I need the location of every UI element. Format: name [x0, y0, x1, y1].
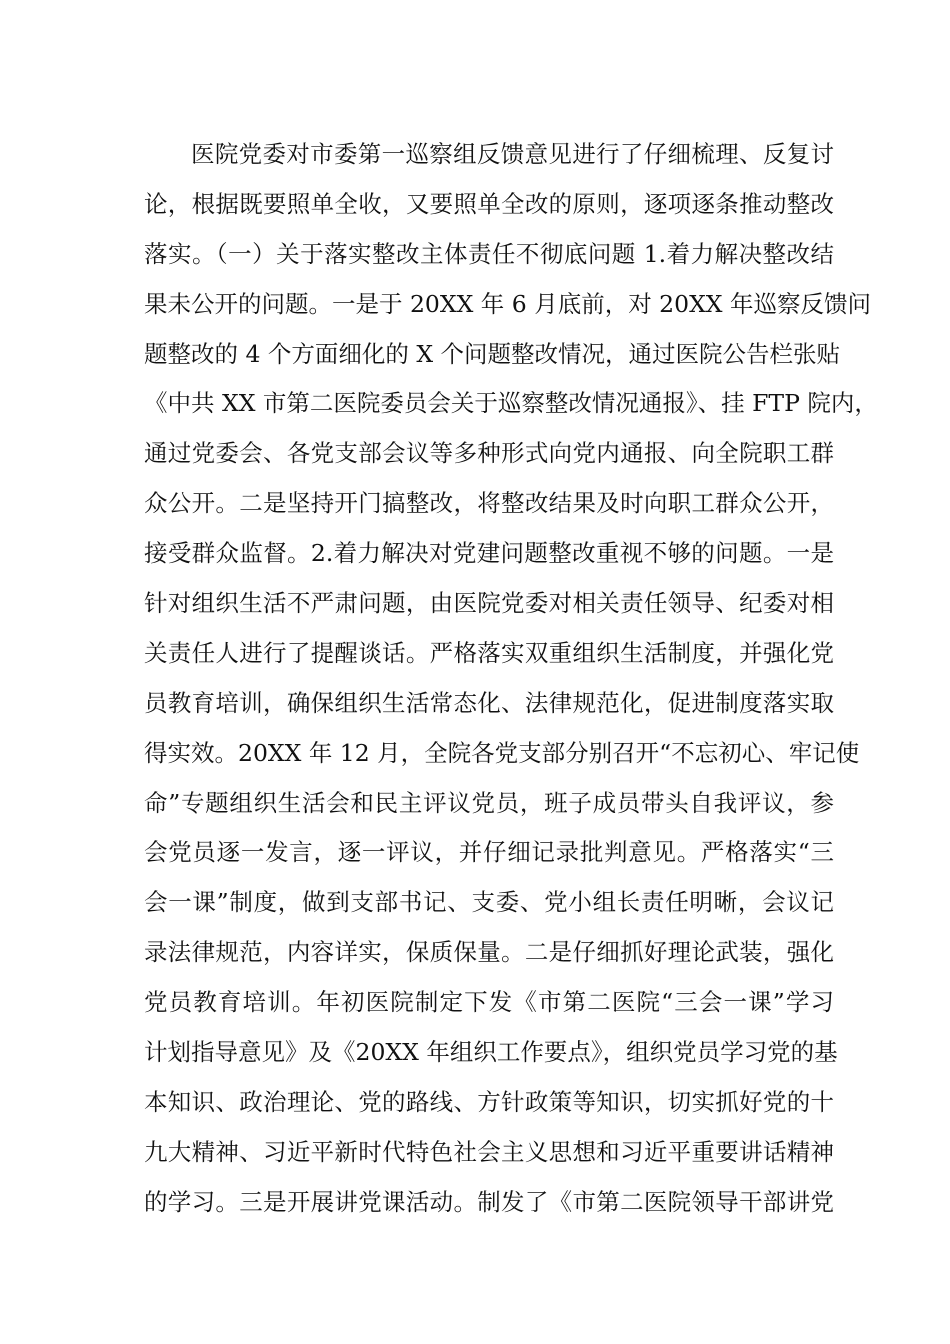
text-line: 通过党委会、各党支部会议等多种形式向党内通报、向全院职工群 [144, 439, 834, 468]
text-line: 众公开。二是坚持开门搞整改，将整改结果及时向职工群众公开， [144, 489, 834, 518]
text-line: 的学习。三是开展讲党课活动。制发了《市第二医院领导干部讲党 [144, 1187, 834, 1216]
text-line: 党员教育培训。年初医院制定下发《市第二医院“三会一课”学习 [144, 988, 834, 1017]
text-line: 《中共 XX 市第二医院委员会关于巡察整改情况通报》、挂 FTP 院内， [144, 389, 878, 418]
body-paragraph [144, 130, 878, 1228]
text-line: 计划指导意见》及《20XX 年组织工作要点》，组织党员学习党的基 [144, 1038, 838, 1067]
text-line: 果未公开的问题。一是于 20XX 年 6 月底前，对 20XX 年巡察反馈问 [144, 289, 871, 318]
text-line: 接受群众监督。2.着力解决对党建问题整改重视不够的问题。一是 [144, 539, 834, 568]
text-line: 关责任人进行了提醒谈话。严格落实双重组织生活制度，并强化党 [144, 638, 834, 667]
text-line: 员教育培训，确保组织生活常态化、法律规范化，促进制度落实取 [144, 688, 834, 717]
text-line: 会党员逐一发言，逐一评议，并仔细记录批判意见。严格落实“三 [144, 838, 834, 867]
text-line: 针对组织生活不严肃问题，由医院党委对相关责任领导、纪委对相 [144, 589, 834, 618]
text-line: 会一课”制度，做到支部书记、支委、党小组长责任明晰，会议记 [144, 888, 834, 917]
text-line: 得实效。20XX 年 12 月，全院各党支部分别召开“不忘初心、牢记使 [144, 738, 860, 767]
text-line: 录法律规范，内容详实，保质保量。二是仔细抓好理论武装，强化 [144, 938, 834, 967]
text-line: 题整改的 4 个方面细化的 X 个问题整改情况，通过医院公告栏张贴 [144, 339, 841, 368]
text-line: 本知识、政治理论、党的路线、方针政策等知识，切实抓好党的十 [144, 1087, 834, 1116]
text-line: 论，根据既要照单全收，又要照单全改的原则，逐项逐条推动整改 [144, 189, 834, 218]
text-line: 落实。（一）关于落实整改主体责任不彻底问题 1.着力解决整改结 [144, 239, 834, 268]
text-line: 九大精神、习近平新时代特色社会主义思想和习近平重要讲话精神 [144, 1137, 834, 1166]
text-line: 命”专题组织生活会和民主评议党员，班子成员带头自我评议，参 [144, 788, 834, 817]
text-line: 医院党委对市委第一巡察组反馈意见进行了仔细梳理、反复讨 [191, 140, 834, 168]
